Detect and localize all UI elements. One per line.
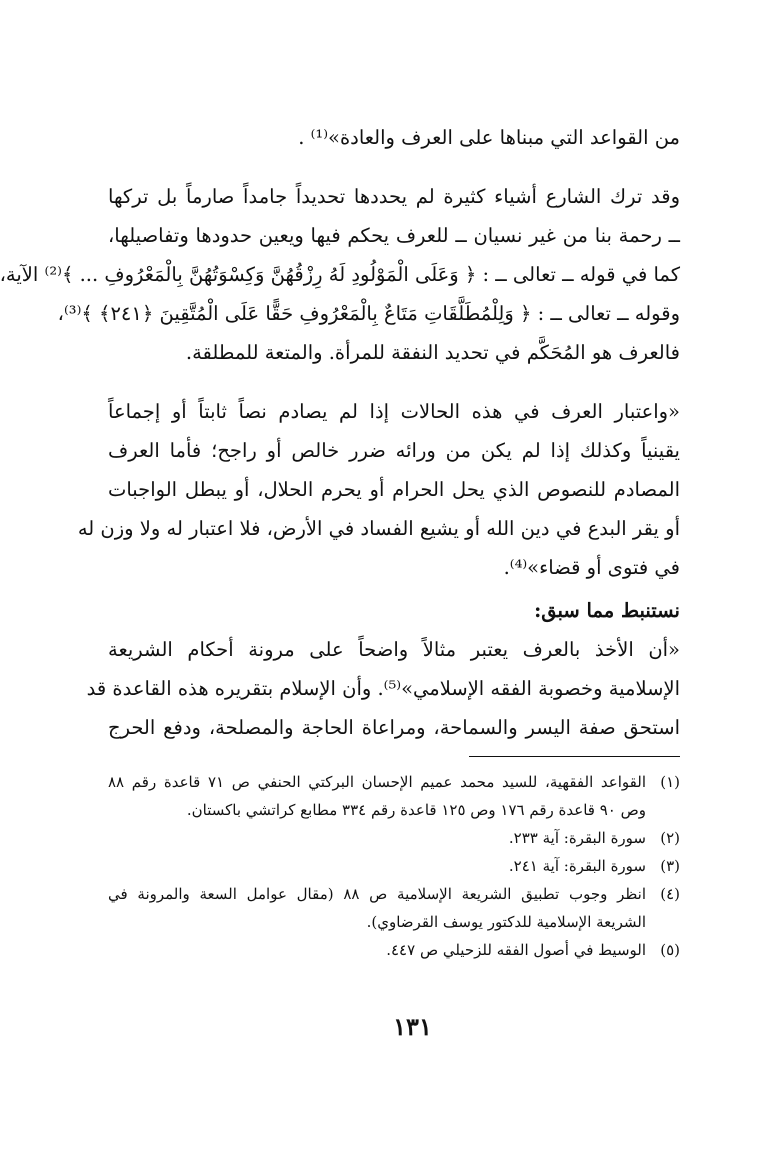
paragraph-2	[0, 177, 680, 372]
footnote-5	[108, 936, 680, 964]
footnote-text: سورة البقرة: آية ٢٣٣.	[508, 829, 646, 847]
footnote-number: (٥)	[660, 941, 680, 959]
quran-verse-line: كما في قوله ــ تعالى ــ : ﴿ وَعَلَى الْمَوْلُودِ لَهُ رِزْقُهُنَّ وَكِسْوَتُهُنَّ بِالْمَعْرُوفِ ... ﴾⁽²⁾ الآية،	[0, 263, 680, 286]
footnote-text: سورة البقرة: آية ٢٤١.	[508, 857, 646, 875]
paragraph-3	[77, 392, 680, 587]
paragraph-4	[86, 630, 680, 747]
footnote-1	[108, 768, 680, 824]
text-line: «واعتبار العرف في هذه الحالات إذا لم يصادم نصاً ثابتاً أو إجماعاً	[108, 400, 680, 423]
footnote-text: انظر وجوب تطبيق الشريعة الإسلامية ص ٨٨ (مقال عوامل السعة والمرونة في	[108, 885, 646, 903]
footnote-number: (١)	[660, 773, 680, 791]
footnote-2	[108, 824, 680, 852]
footnote-divider	[469, 756, 680, 757]
footnote-number: (٣)	[660, 857, 680, 875]
text-line: استحق صفة اليسر والسماحة، ومراعاة الحاجة والمصلحة، ودفع الحرج	[108, 716, 680, 739]
footnote-text: وص ٩٠ قاعدة رقم ١٧٦ وص ١٢٥ قاعدة رقم ٣٣٤ مطابع كراتشي باكستان.	[186, 801, 646, 819]
footnote-4	[108, 880, 680, 936]
text-line: يقينياً وكذلك إذا لم يكن من ورائه ضرر خالص أو راجح؛ فأما العرف	[108, 439, 680, 462]
text-line: ــ رحمة بنا من غير نسيان ــ للعرف يحكم فيها ويعين حدودها وتفاصيلها،	[108, 224, 680, 247]
quran-verse-line: وقوله ــ تعالى ــ : ﴿ وَلِلْمُطَلَّقَاتِ مَتَاعٌ بِالْمَعْرُوفِ حَقًّا عَلَى الْمُتَّقِينَ ﴿٢٤١﴾ ﴾⁽³⁾،	[57, 302, 680, 325]
footnote-text: الشريعة الإسلامية للدكتور يوسف القرضاوي).	[366, 913, 646, 931]
text-line: أو يقر البدع في دين الله أو يشيع الفساد في الأرض، فلا اعتبار له ولا وزن له	[77, 517, 680, 540]
text-line: وقد ترك الشارع أشياء كثيرة لم يحددها تحديداً جامداً صارماً بل تركها	[108, 185, 680, 208]
footnote-3	[108, 852, 680, 880]
footnote-number: (٤)	[660, 885, 680, 903]
text-line: «أن الأخذ بالعرف يعتبر مثالاً واضحاً على مرونة أحكام الشريعة	[108, 638, 680, 661]
footnotes	[108, 768, 680, 964]
footnote-number: (٢)	[660, 829, 680, 847]
footnote-text: الوسيط في أصول الفقه للزحيلي ص ٤٤٧.	[386, 941, 646, 959]
paragraph-1	[108, 118, 680, 157]
text-line: الإسلامية وخصوبة الفقه الإسلامي»⁽⁵⁾. وأن الإسلام بتقريره هذه القاعدة قد	[86, 677, 680, 700]
text-line: في فتوى أو قضاء»⁽⁴⁾.	[503, 556, 680, 579]
text-line: فالعرف هو المُحَكَّم في تحديد النفقة للمرأة. والمتعة للمطلقة.	[185, 341, 680, 364]
footnote-text: القواعد الفقهية، للسيد محمد عميم الإحسان البركتي الحنفي ص ٧١ قاعدة رقم ٨٨	[108, 773, 646, 791]
main-text	[0, 118, 680, 747]
page-number: ١٣١	[393, 1012, 432, 1041]
text-line: من القواعد التي مبناها على العرف والعادة»⁽¹⁾ .	[298, 126, 680, 149]
section-heading: نستنبط مما سبق:	[534, 599, 680, 622]
text-line: المصادم للنصوص الذي يحل الحرام أو يحرم الحلال، أو يبطل الواجبات	[108, 478, 680, 501]
